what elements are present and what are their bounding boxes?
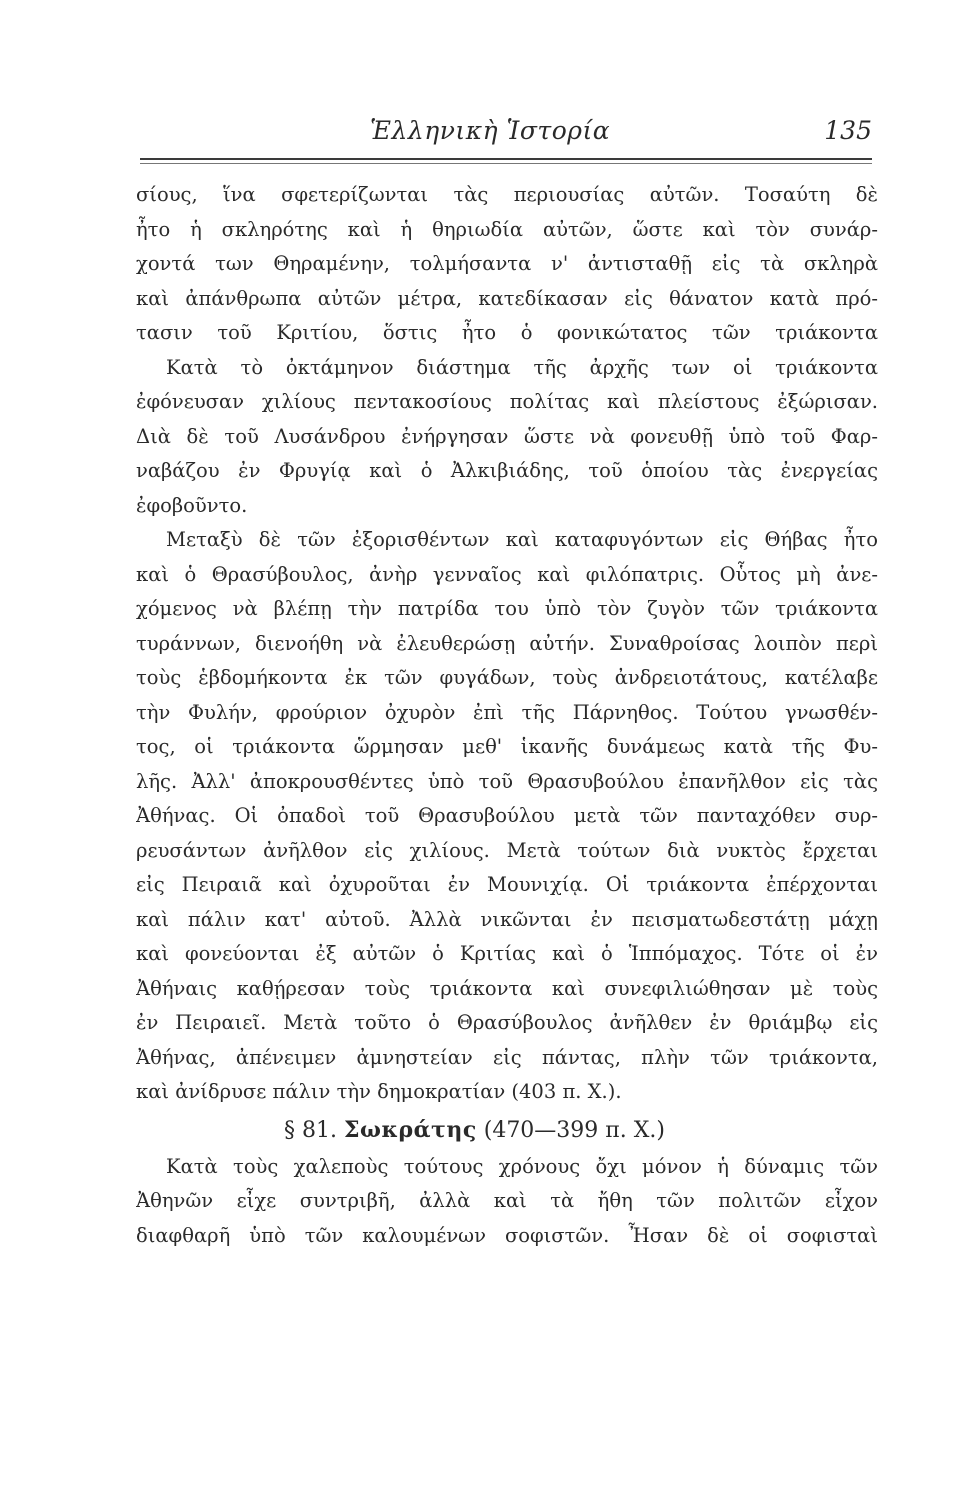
section-number: § 81. [284,1117,337,1143]
text-line: εἰς Πειραιᾶ καὶ ὀχυροῦται ἐν Μουνιχίᾳ. Οἱ τριάκοντα ἐπέρχονται [136,873,878,896]
text-line: καὶ πάλιν κατ' αὐτοῦ. Ἀλλὰ νικῶνται ἐν πεισματωδεστάτῃ μάχῃ [136,907,878,931]
text-line: χοντά των Θηραμένην, τολμήσαντα ν' ἀντισταθῇ εἰς τὰ σκληρὰ [136,252,878,275]
running-title: Ἑλληνικὴ Ἱστορία [370,116,611,145]
header-rule [140,158,872,160]
page-number: 135 [824,116,872,145]
text-line: Κατὰ τοὺς χαλεποὺς τούτους χρόνους ὄχι μόνον ἡ δύναμις τῶν [166,1154,878,1178]
text-line: τυράννων, διενοήθη νὰ ἐλευθερώσῃ αὐτήν. Συναθροίσας λοιπὸν περὶ [136,631,878,655]
text-line: Ἀθήναις καθῄρεσαν τοὺς τριάκοντα καὶ συνεφιλιώθησαν μὲ τοὺς [136,976,878,1000]
text-line: λῆς. Ἀλλ' ἀποκρουσθέντες ὑπὸ τοῦ Θρασυβούλου ἐπανῆλθον εἰς τὰς [136,769,878,793]
text-line: καὶ ὁ Θρασύβουλος, ἀνὴρ γενναῖος καὶ φιλόπατρις. Οὗτος μὴ ἀνε- [136,562,878,586]
text-line: ἐν Πειραιεῖ. Μετὰ τοῦτο ὁ Θρασύβουλος ἀνῆλθεν ἐν θριάμβῳ εἰς [136,1011,878,1034]
text-line: ρευσάντων ἀνῆλθον εἰς χιλίους. Μετὰ τούτων διὰ νυκτὸς ἔρχεται [136,838,878,862]
text-line: καὶ φονεύονται ἐξ αὐτῶν ὁ Κριτίας καὶ ὁ Ἱππόμαχος. Τότε οἱ ἐν [136,942,878,965]
text-line: χόμενος νὰ βλέπῃ τὴν πατρίδα του ὑπὸ τὸν ζυγὸν τῶν τριάκοντα [136,597,878,620]
text-line: τος, οἱ τριάκοντα ὥρμησαν μεθ' ἱκανῆς δυνάμεως κατὰ τῆς Φυ- [136,735,878,758]
text-line: ἐφόνευσαν χιλίους πεντακοσίους πολίτας καὶ πλείστους ἐξώρισαν. [136,390,878,413]
text-line: τὴν Φυλήν, φρούριον ὀχυρὸν ἐπὶ τῆς Πάρνηθος. Τούτου γνωσθέν- [136,700,878,724]
text-line: τοὺς ἑβδομήκοντα ἐκ τῶν φυγάδων, τοὺς ἀνδρειοτάτους, κατέλαβε [136,666,878,689]
text-line: Ἀθήνας, ἀπένειμεν ἀμνηστείαν εἰς πάντας, πλὴν τῶν τριάκοντα, [136,1045,878,1069]
section-title: Σωκράτης [343,1116,477,1143]
text-line: ἐφοβοῦντο. [136,493,248,517]
text-line: Διὰ δὲ τοῦ Λυσάνδρου ἐνήργησαν ὥστε νὰ φονευθῇ ὑπὸ τοῦ Φαρ- [136,424,878,448]
text-line: καὶ ἀνίδρυσε πάλιν τὴν δημοκρατίαν (403 π. Χ.). [136,1080,622,1103]
text-line: Μεταξὺ δὲ τῶν ἐξορισθέντων καὶ καταφυγόντων εἰς Θήβας ἦτο [166,528,878,551]
text-line: καὶ ἀπάνθρωπα αὐτῶν μέτρα, κατεδίκασαν εἰς θάνατον κατὰ πρό- [136,286,878,310]
text-line: Κατὰ τὸ ὀκτάμηνον διάστημα τῆς ἀρχῆς των οἱ τριάκοντα [166,355,878,379]
text-line: ναβάζου ἐν Φρυγίᾳ καὶ ὁ Ἀλκιβιάδης, τοῦ ὁποίου τὰς ἐνεργείας [136,459,878,482]
text-line: ἦτο ἡ σκληρότης καὶ ἡ θηριωδία αὐτῶν, ὥστε καὶ τὸν συνάρ- [136,217,878,241]
text-line: Ἀθηνῶν εἶχε συντριβῆ, ἀλλὰ καὶ τὰ ἤθη τῶν πολιτῶν εἶχον [136,1189,878,1212]
section-dates: (470—399 π. Χ.) [483,1117,665,1143]
text-line: διαφθαρῆ ὑπὸ τῶν καλουμένων σοφιστῶν. Ἦσαν δὲ οἱ σοφισταὶ [136,1223,878,1247]
running-head [140,116,872,152]
body-text [136,178,878,1253]
header-rule-thin [140,163,872,164]
text-line: σίους, ἵνα σφετερίζωνται τὰς περιουσίας αὐτῶν. Τοσαύτη δὲ [136,183,878,206]
section-heading [136,1110,878,1150]
text-line: Ἀθήνας. Οἱ ὀπαδοὶ τοῦ Θρασυβούλου μετὰ τῶν πανταχόθεν συρ- [136,804,878,827]
text-line: τασιν τοῦ Κριτίου, ὅστις ἦτο ὁ φονικώτατος τῶν τριάκοντα [136,321,878,344]
